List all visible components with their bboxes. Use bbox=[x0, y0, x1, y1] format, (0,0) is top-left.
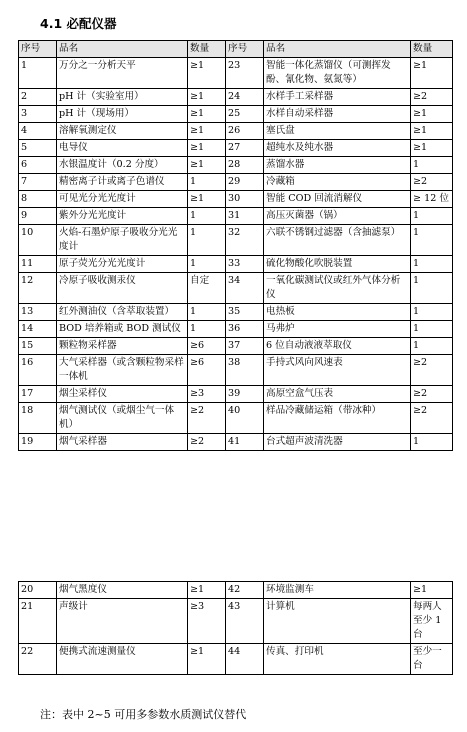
cell-name: 原子荧光分光光度计 bbox=[57, 256, 188, 273]
cell-quantity: 至少一台 bbox=[411, 644, 453, 675]
cell-name: 烟气黑度仪 bbox=[57, 582, 188, 599]
cell-name: 高压灭菌器（锅） bbox=[264, 208, 411, 225]
cell-name: 精密离子计或离子色谱仪 bbox=[57, 174, 188, 191]
cell-name: 水样手工采样器 bbox=[264, 89, 411, 106]
cell-quantity: ≥1 bbox=[188, 89, 226, 106]
cell-index: 24 bbox=[226, 89, 264, 106]
cell-index: 12 bbox=[19, 273, 57, 304]
table-row bbox=[19, 157, 453, 174]
col-header-name: 品名 bbox=[57, 41, 188, 58]
cell-quantity: ≥ 12 位 bbox=[411, 191, 453, 208]
table-row bbox=[19, 338, 453, 355]
cell-index: 39 bbox=[226, 386, 264, 403]
cell-quantity: ≥2 bbox=[188, 403, 226, 434]
cell-index: 29 bbox=[226, 174, 264, 191]
cell-quantity: 1 bbox=[411, 225, 453, 256]
cell-quantity: ≥2 bbox=[411, 355, 453, 386]
cell-index: 27 bbox=[226, 140, 264, 157]
cell-quantity: 1 bbox=[188, 225, 226, 256]
cell-index: 17 bbox=[19, 386, 57, 403]
cell-index: 32 bbox=[226, 225, 264, 256]
cell-name: 可见光分光光度计 bbox=[57, 191, 188, 208]
cell-name: 样品冷藏储运箱（带冰种） bbox=[264, 403, 411, 434]
cell-quantity: 1 bbox=[188, 304, 226, 321]
cell-index: 1 bbox=[19, 58, 57, 89]
table-row bbox=[19, 106, 453, 123]
cell-index: 34 bbox=[226, 273, 264, 304]
cell-quantity: ≥2 bbox=[411, 403, 453, 434]
cell-name: BOD 培养箱或 BOD 测试仪 bbox=[57, 321, 188, 338]
cell-quantity: ≥1 bbox=[188, 58, 226, 89]
cell-quantity: 1 bbox=[188, 256, 226, 273]
cell-index: 18 bbox=[19, 403, 57, 434]
cell-index: 16 bbox=[19, 355, 57, 386]
cell-index: 9 bbox=[19, 208, 57, 225]
cell-index: 42 bbox=[226, 582, 264, 599]
table-row bbox=[19, 273, 453, 304]
instrument-table-continued bbox=[18, 581, 453, 675]
cell-quantity: ≥2 bbox=[188, 434, 226, 451]
cell-index: 36 bbox=[226, 321, 264, 338]
cell-quantity: ≥1 bbox=[188, 644, 226, 675]
col-header-index: 序号 bbox=[226, 41, 264, 58]
cell-name: 火焰-石墨炉原子吸收分光光度计 bbox=[57, 225, 188, 256]
cell-name: 传真、打印机 bbox=[264, 644, 411, 675]
table-row bbox=[19, 123, 453, 140]
cell-index: 23 bbox=[226, 58, 264, 89]
footnote: 注：表中 2~5 可用多参数水质测试仪替代 bbox=[40, 708, 247, 721]
cell-name: 电热板 bbox=[264, 304, 411, 321]
cell-index: 11 bbox=[19, 256, 57, 273]
cell-index: 30 bbox=[226, 191, 264, 208]
cell-index: 37 bbox=[226, 338, 264, 355]
cell-index: 25 bbox=[226, 106, 264, 123]
cell-index: 7 bbox=[19, 174, 57, 191]
cell-name: 6 位自动液液萃取仪 bbox=[264, 338, 411, 355]
cell-index: 35 bbox=[226, 304, 264, 321]
cell-name: 马弗炉 bbox=[264, 321, 411, 338]
cell-name: 超纯水及纯水器 bbox=[264, 140, 411, 157]
table-row bbox=[19, 225, 453, 256]
cell-index: 19 bbox=[19, 434, 57, 451]
table-row bbox=[19, 89, 453, 106]
cell-name: 电导仪 bbox=[57, 140, 188, 157]
cell-index: 20 bbox=[19, 582, 57, 599]
cell-index: 40 bbox=[226, 403, 264, 434]
col-header-quantity: 数量 bbox=[411, 41, 453, 58]
cell-quantity: 1 bbox=[411, 321, 453, 338]
table-row bbox=[19, 582, 453, 599]
cell-name: 手持式风向风速表 bbox=[264, 355, 411, 386]
col-header-index: 序号 bbox=[19, 41, 57, 58]
table-header-row bbox=[19, 41, 453, 58]
cell-name: 一氧化碳测试仪或红外气体分析仪 bbox=[264, 273, 411, 304]
cell-index: 2 bbox=[19, 89, 57, 106]
cell-index: 3 bbox=[19, 106, 57, 123]
cell-quantity: 1 bbox=[411, 208, 453, 225]
cell-name: 烟气测试仪（或烟尘气一体机） bbox=[57, 403, 188, 434]
table-row bbox=[19, 191, 453, 208]
table-row bbox=[19, 386, 453, 403]
cell-name: 塞氏盘 bbox=[264, 123, 411, 140]
cell-index: 31 bbox=[226, 208, 264, 225]
cell-quantity: ≥2 bbox=[411, 89, 453, 106]
cell-quantity: 1 bbox=[188, 208, 226, 225]
table-row bbox=[19, 208, 453, 225]
table-row bbox=[19, 321, 453, 338]
cell-quantity: ≥1 bbox=[411, 58, 453, 89]
cell-name: 紫外分光光度计 bbox=[57, 208, 188, 225]
table-row bbox=[19, 403, 453, 434]
cell-quantity: ≥1 bbox=[188, 157, 226, 174]
cell-quantity: ≥1 bbox=[188, 582, 226, 599]
cell-quantity: ≥1 bbox=[411, 106, 453, 123]
section-heading: 4.1 必配仪器 bbox=[40, 16, 117, 31]
cell-name: 冷原子吸收测汞仪 bbox=[57, 273, 188, 304]
cell-name: 红外测油仪（含萃取装置） bbox=[57, 304, 188, 321]
cell-quantity: 每两人至少 1 台 bbox=[411, 599, 453, 644]
cell-quantity: ≥1 bbox=[411, 140, 453, 157]
cell-name: 六联不锈钢过滤器（含抽滤泵） bbox=[264, 225, 411, 256]
cell-index: 26 bbox=[226, 123, 264, 140]
cell-index: 41 bbox=[226, 434, 264, 451]
cell-quantity: ≥1 bbox=[188, 123, 226, 140]
cell-quantity: 1 bbox=[411, 304, 453, 321]
cell-quantity: ≥2 bbox=[411, 386, 453, 403]
cell-name: 颗粒物采样器 bbox=[57, 338, 188, 355]
cell-quantity: ≥1 bbox=[188, 140, 226, 157]
cell-name: 智能 COD 回流消解仪 bbox=[264, 191, 411, 208]
table-row bbox=[19, 58, 453, 89]
cell-name: 声级计 bbox=[57, 599, 188, 644]
cell-quantity: ≥1 bbox=[188, 106, 226, 123]
cell-name: 烟尘采样仪 bbox=[57, 386, 188, 403]
cell-name: 环境监测车 bbox=[264, 582, 411, 599]
cell-name: 便携式流速测量仪 bbox=[57, 644, 188, 675]
cell-index: 38 bbox=[226, 355, 264, 386]
cell-index: 5 bbox=[19, 140, 57, 157]
table-row bbox=[19, 256, 453, 273]
cell-name: 烟气采样器 bbox=[57, 434, 188, 451]
instrument-table-main bbox=[18, 40, 453, 451]
cell-quantity: 1 bbox=[411, 273, 453, 304]
cell-name: 大气采样器（或含颗粒物采样一体机 bbox=[57, 355, 188, 386]
cell-index: 10 bbox=[19, 225, 57, 256]
cell-quantity: ≥3 bbox=[188, 599, 226, 644]
cell-quantity: ≥1 bbox=[411, 582, 453, 599]
cell-quantity: 1 bbox=[411, 338, 453, 355]
cell-quantity: 自定 bbox=[188, 273, 226, 304]
cell-name: 智能一体化蒸馏仪（可测挥发酚、氰化物、氨氮等） bbox=[264, 58, 411, 89]
table-row bbox=[19, 644, 453, 675]
cell-name: 蒸馏水器 bbox=[264, 157, 411, 174]
cell-quantity: 1 bbox=[411, 434, 453, 451]
cell-name: 溶解氧测定仪 bbox=[57, 123, 188, 140]
cell-index: 33 bbox=[226, 256, 264, 273]
cell-quantity: 1 bbox=[188, 321, 226, 338]
table-row bbox=[19, 355, 453, 386]
cell-name: 计算机 bbox=[264, 599, 411, 644]
cell-quantity: ≥1 bbox=[411, 123, 453, 140]
cell-name: pH 计（现场用） bbox=[57, 106, 188, 123]
cell-index: 15 bbox=[19, 338, 57, 355]
cell-quantity: ≥2 bbox=[411, 174, 453, 191]
cell-name: 冷藏箱 bbox=[264, 174, 411, 191]
cell-index: 22 bbox=[19, 644, 57, 675]
table-row bbox=[19, 140, 453, 157]
cell-index: 4 bbox=[19, 123, 57, 140]
cell-index: 6 bbox=[19, 157, 57, 174]
cell-index: 43 bbox=[226, 599, 264, 644]
table-row bbox=[19, 599, 453, 644]
cell-quantity: ≥6 bbox=[188, 338, 226, 355]
cell-quantity: ≥1 bbox=[188, 191, 226, 208]
col-header-quantity: 数量 bbox=[188, 41, 226, 58]
table-row bbox=[19, 434, 453, 451]
cell-name: 水样自动采样器 bbox=[264, 106, 411, 123]
cell-index: 28 bbox=[226, 157, 264, 174]
cell-name: 硫化物酸化吹脱装置 bbox=[264, 256, 411, 273]
cell-quantity: 1 bbox=[411, 256, 453, 273]
cell-index: 14 bbox=[19, 321, 57, 338]
cell-name: pH 计（实验室用） bbox=[57, 89, 188, 106]
table-row bbox=[19, 174, 453, 191]
cell-index: 13 bbox=[19, 304, 57, 321]
cell-quantity: ≥6 bbox=[188, 355, 226, 386]
cell-name: 高原空盒气压表 bbox=[264, 386, 411, 403]
cell-index: 8 bbox=[19, 191, 57, 208]
col-header-name: 品名 bbox=[264, 41, 411, 58]
cell-quantity: ≥3 bbox=[188, 386, 226, 403]
cell-name: 万分之一分析天平 bbox=[57, 58, 188, 89]
cell-name: 台式超声波清洗器 bbox=[264, 434, 411, 451]
table-row bbox=[19, 304, 453, 321]
cell-index: 44 bbox=[226, 644, 264, 675]
cell-quantity: 1 bbox=[188, 174, 226, 191]
cell-index: 21 bbox=[19, 599, 57, 644]
cell-quantity: 1 bbox=[411, 157, 453, 174]
cell-name: 水银温度计（0.2 分度） bbox=[57, 157, 188, 174]
